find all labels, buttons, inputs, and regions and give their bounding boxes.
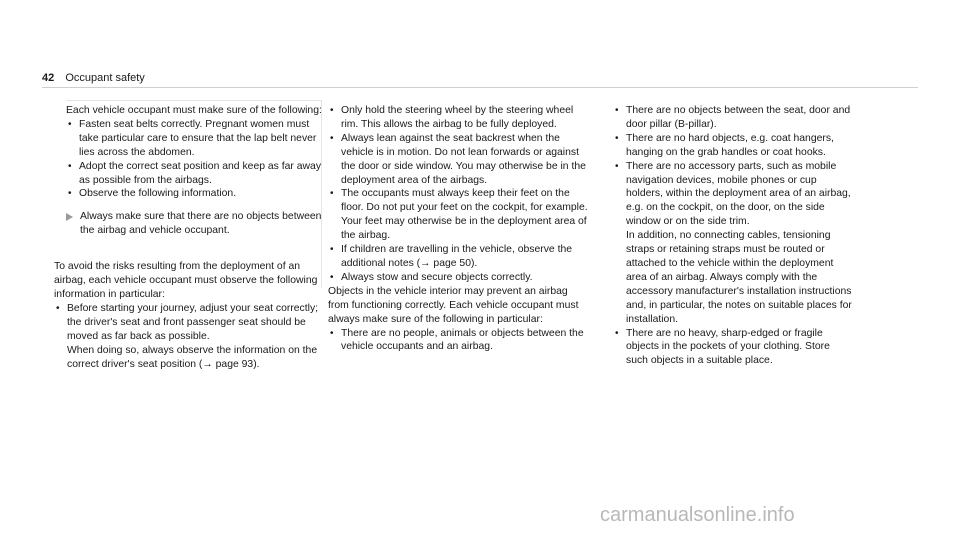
- list-d: [613, 327, 853, 369]
- list-item: • There are no objects between the seat, door and door pillar (B-pillar).: [615, 105, 851, 130]
- bullet-icon: •: [68, 160, 72, 172]
- column-middle: [328, 104, 590, 354]
- bullet-icon: •: [330, 105, 334, 116]
- list-item: • If children are travelling in the vehicle, observe the additional notes (→ page 50).: [330, 244, 573, 269]
- page-header: [42, 71, 145, 85]
- bullet-icon: •: [615, 132, 619, 144]
- list-item: • Always lean against the seat backrest when the vehicle is in motion. Do not lean forwards or against the door or side window. You may otherwise be in the deployment area of the airbags.: [330, 132, 586, 186]
- bullet-icon: •: [615, 327, 619, 339]
- bullet-icon: •: [56, 302, 60, 314]
- action-text: Always make sure that there are no objects between the airbag and vehicle occupant.: [80, 211, 322, 237]
- intro-paragraph: To avoid the risks resulting from the deployment of an airbag, each vehicle occupant must observe the following information in particular:: [54, 261, 318, 300]
- bullet-icon: •: [330, 244, 334, 256]
- list-item: • There are no accessory parts, such as mobile navigation devices, mobile phones or cup holders, within the deployment area of an airbag, e.g. on the cockpit, on the door, on the side window or on the side trim.: [615, 160, 851, 228]
- bullet-icon: •: [330, 327, 334, 339]
- bullet-icon: •: [68, 118, 72, 130]
- list-item: • Adopt the correct seat position and keep as far away as possible from the airbags.: [68, 160, 322, 186]
- list-c: [613, 104, 853, 229]
- list-item: • The occupants must always keep their feet on the floor. Do not put your feet on the cockpit, for example. Your feet may otherwise be in the deployment area of the airbag.: [330, 188, 588, 242]
- main-list: [54, 302, 322, 344]
- page-number: 42: [42, 72, 55, 84]
- column-left: [54, 104, 322, 371]
- list-item: • There are no people, animals or objects between the vehicle occupants and an airbag.: [330, 327, 584, 353]
- box-list: [66, 118, 322, 201]
- header-divider: [42, 87, 918, 88]
- list-item: • Always stow and secure objects correctly.: [330, 271, 533, 283]
- bullet-icon: •: [330, 188, 334, 200]
- list-b: [328, 327, 590, 355]
- followup-paragraph: In addition, no connecting cables, tensioning straps or retaining straps must be routed or attached to the vehicle within the deployment area of an airbag. Always comply with the accessory manufacturer's installation instructions and, in particular, the notes on suitable places for installation.: [626, 230, 852, 325]
- bullet-icon: •: [615, 160, 619, 172]
- objects-paragraph: Objects in the vehicle interior may prevent an airbag from functioning correctly. Each vehicle occupant must always make sure of the following in particular:: [328, 285, 579, 325]
- list-item: • Before starting your journey, adjust your seat correctly; the driver's seat and front passenger seat should be moved as far back as possible.: [56, 302, 319, 342]
- play-triangle-icon: [66, 213, 73, 221]
- bullet-icon: •: [615, 105, 619, 116]
- bullet-icon: •: [330, 132, 334, 144]
- list-item: • Fasten seat belts correctly. Pregnant women must take particular care to ensure that the lap belt never lies across the abdomen.: [68, 118, 317, 158]
- list-item: • Only hold the steering wheel by the steering wheel rim. This allows the airbag to be fully deployed.: [330, 105, 574, 130]
- section-title: Occupant safety: [65, 72, 145, 84]
- list-item: • There are no hard objects, e.g. coat hangers, hanging on the grab handles or coat hooks.: [615, 132, 834, 158]
- bullet-icon: •: [68, 188, 72, 200]
- column-right: [613, 104, 853, 368]
- box-intro: Each vehicle occupant must make sure of the following:: [66, 105, 322, 116]
- followup-paragraph: When doing so, always observe the information on the correct driver's seat position (→ page 93).: [67, 344, 318, 370]
- list-a: [328, 104, 590, 285]
- bullet-icon: •: [330, 271, 334, 283]
- action-step: [66, 210, 322, 238]
- watermark-text: carmanualsonline.info: [600, 504, 795, 526]
- list-item: • There are no heavy, sharp-edged or fragile objects in the pockets of your clothing. Store such objects in a suitable place.: [615, 327, 830, 367]
- list-item: • Observe the following information.: [68, 188, 237, 200]
